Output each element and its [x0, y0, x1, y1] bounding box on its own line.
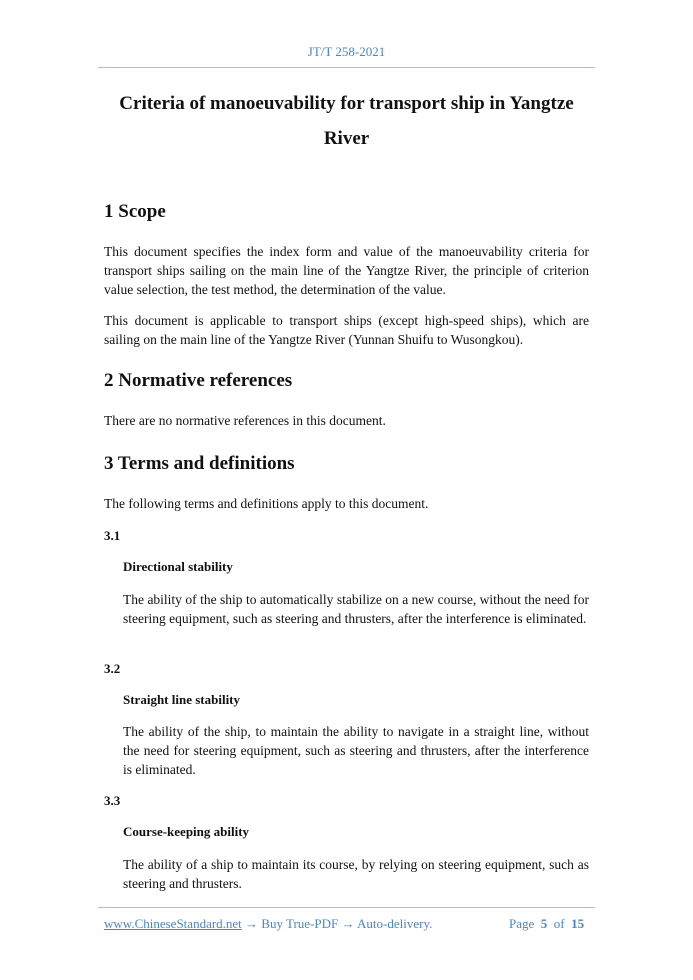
heading-normative-references: 2 Normative references [104, 370, 293, 391]
document-code: JT/T 258-2021 [307, 44, 386, 59]
header-divider [98, 67, 595, 68]
term-name: Course-keeping ability [123, 824, 250, 839]
footer-promo [104, 916, 432, 932]
scope-paragraph-2: This document is applicable to transport ships (except high-speed ships), which are sailing on the main line of the Yangtze River (Yunnan Shuifu to Wusongkou). [104, 313, 589, 347]
page-indicator [509, 916, 584, 932]
site-link[interactable]: www.ChineseStandard.net [104, 916, 242, 931]
buy-pdf-link[interactable]: Buy True-PDF [261, 916, 339, 931]
term-number: 3.1 [104, 528, 121, 543]
term-number: 3.2 [104, 661, 121, 676]
term-name: Directional stability [123, 559, 233, 574]
auto-delivery-text: Auto-delivery. [357, 916, 433, 931]
terms-intro-paragraph: The following terms and definitions apply to this document. [104, 496, 429, 511]
page-of: of [553, 916, 565, 931]
document-title-line-2: River [323, 128, 370, 149]
document-title-line-1: Criteria of manoeuvability for transport ship in Yangtze [119, 93, 574, 114]
page-total: 15 [571, 916, 585, 931]
arrow-right-icon: → [341, 916, 355, 931]
term-definition: The ability of the ship, to maintain the ability to navigate in a straight line, without the need for steering equipment, such as steering and thrusters, after the interference is eliminated. [123, 724, 589, 777]
footer-divider [98, 907, 595, 908]
term-name: Straight line stability [123, 692, 241, 707]
term-number: 3.3 [104, 793, 121, 808]
normative-paragraph: There are no normative references in this document. [104, 413, 386, 428]
arrow-right-icon: → [245, 916, 259, 931]
term-definition: The ability of a ship to maintain its course, by relying on steering equipment, such as steering and thrusters. [123, 857, 589, 891]
scope-paragraph-1: This document specifies the index form and value of the manoeuvability criteria for transport ships sailing on the main line of the Yangtze River, the principle of criterion value selection, the test method, the determination of the value. [104, 244, 589, 297]
term-definition: The ability of the ship to automatically stabilize on a new course, without the need for steering equipment, such as steering and thrusters, after the interference is eliminated. [123, 592, 589, 626]
page-current: 5 [540, 916, 548, 931]
page-label: Page [509, 916, 535, 931]
heading-terms-definitions: 3 Terms and definitions [104, 453, 295, 474]
heading-scope: 1 Scope [104, 201, 166, 222]
